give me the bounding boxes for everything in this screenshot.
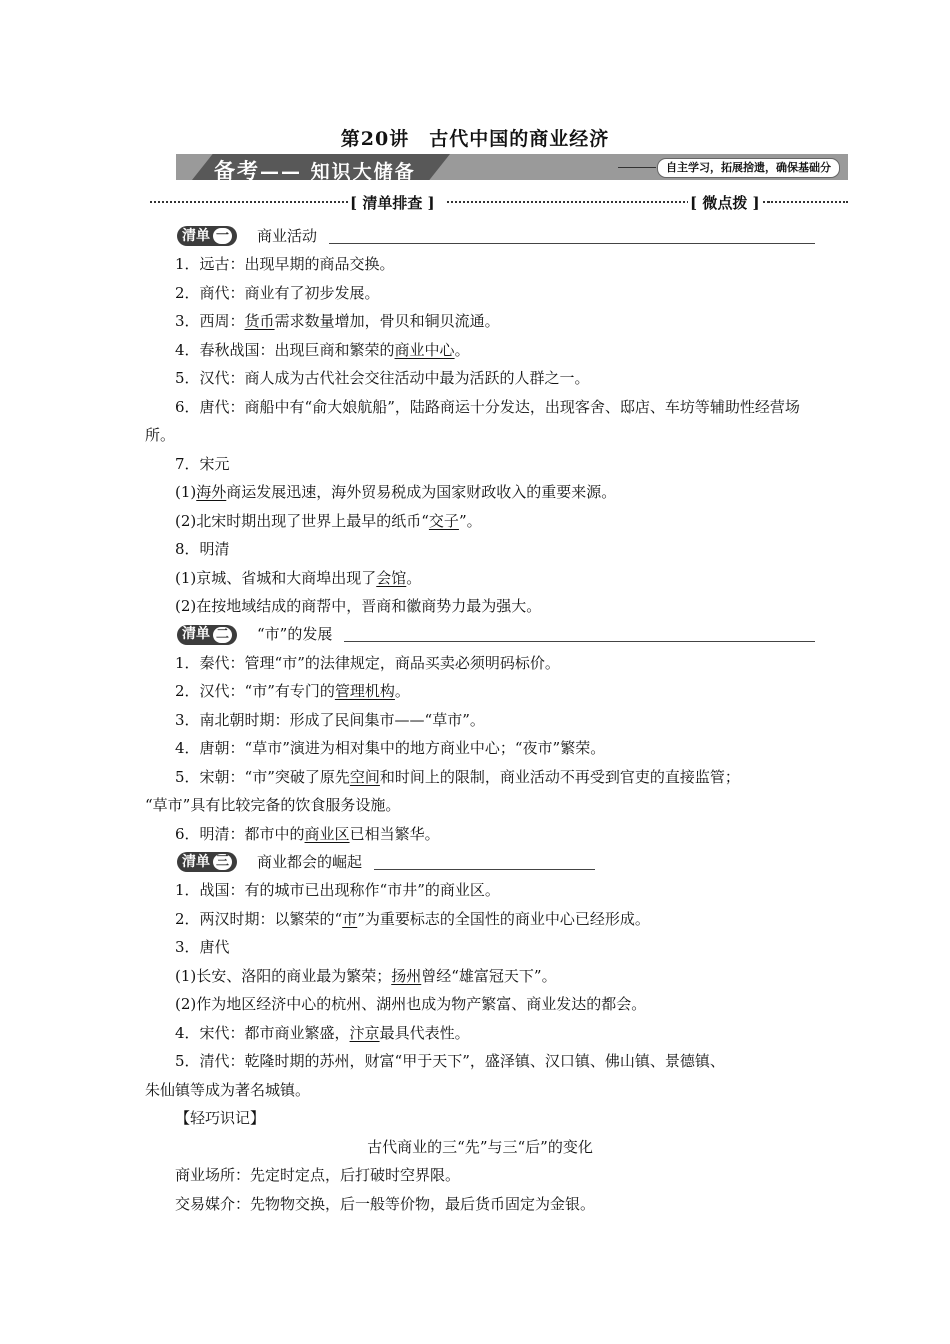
section-badge: 清单 一 [177,226,237,246]
section-heading [145,621,815,649]
blank-answer: 货币 [244,312,275,330]
main-content [145,222,815,1218]
list-item: “草市”具有比较完备的饮食服务设施。 [145,796,401,814]
blank-answer: 管理机构 [334,682,395,700]
list-item: (2)作为地区经济中心的杭州、湖州也成为物产繁富、商业发达的都会。 [175,995,647,1013]
blank-answer: 汴京 [349,1023,380,1042]
list-item: (1)长安、洛阳的商业最为繁荣；扬州曾经“雄富冠天下”。 [175,966,557,985]
list-item: 6．唐代：商船中有“俞大娘航船”，陆路商运十分发达，出现客舍、邸店、车坊等辅助性经营场所。 [145,397,800,444]
list-item: 1．远古：出现早期的商品交换。 [175,255,395,273]
list-item: 6．明清：都市中的商业区已相当繁华。 [175,824,440,843]
page-title [0,124,950,151]
section-title: 商业活动 [257,226,318,245]
heading-rule [374,855,594,870]
list-item: 2．两汉时期：以繁荣的“市”为重要标志的全国性的商业中心已经形成。 [175,909,650,928]
list-item: 3．南北朝时期：形成了民间集市——“草市”。 [175,710,485,729]
section-banner [176,154,848,183]
blank-answer: 空间 [349,767,380,786]
list-item: 4．春秋战国：出现巨商和繁荣的商业中心。 [175,340,470,359]
memo-subtitle: 古代商业的三“先”与三“后”的变化 [367,1137,593,1156]
list-item: 4．唐朝：“草市”演进为相对集中的地方商业中心；“夜市”繁荣。 [175,739,606,757]
list-item: 8．明清 [175,540,230,558]
list-item: 3．西周：货币需求数量增加，骨贝和铜贝流通。 [175,312,500,330]
banner-tag: 自主学习，拓展捨遗，确保基础分 [657,158,840,178]
checklist-label: [ 清单排查 ] [350,194,435,212]
list-item: 朱仙镇等成为著名城镇。 [145,1080,311,1099]
list-item: 5．汉代：商人成为古代社会交往活动中最为活跃的人群之一。 [175,369,590,387]
blank-answer: 市 [342,909,358,928]
list-item: 5．清代：乾隆时期的苏州，财富“甲于天下”，盛泽镇、汉口镇、佛山镇、景德镇、 [175,1052,725,1070]
list-item: 7．宋元 [175,454,230,473]
section-badge: 清单 二 [177,625,237,645]
blank-answer: 海外 [196,483,227,501]
memo-item: 商业场所：先定时定点，后打破时空界限。 [175,1166,461,1184]
blank-answer: 商业中心 [394,340,455,359]
list-item: 3．唐代 [175,938,230,956]
memo-heading: 【轻巧识记】 [175,1109,266,1127]
list-item: 5．宋朝：“市”突破了原先空间和时间上的限制，商业活动不再受到官吏的直接监管； [175,767,740,786]
list-item: 2．汉代：“市”有专门的管理机构。 [175,682,410,700]
blank-answer: 交子 [428,511,459,530]
heading-rule [344,627,815,642]
section-heading [145,848,815,876]
section-badge: 清单 三 [177,852,237,872]
heading-rule [329,229,815,244]
column-divider [150,192,848,212]
lecture-topic: 古代中国的商业经济 [429,128,610,150]
list-item: 1．秦代：管理“市”的法律规定，商品买卖必须明码标价。 [175,653,560,672]
list-item: (1)海外商运发展迅速，海外贸易税成为国家财政收入的重要来源。 [175,483,617,501]
blank-answer: 商业区 [304,824,350,843]
tips-label: [ 微点拨 ] [690,194,760,212]
list-item: (1)京城、省城和大商埠出现了会馆。 [175,568,422,587]
list-item: 2．商代：商业有了初步发展。 [175,283,380,302]
section-heading [145,222,815,250]
section-title: “市”的发展 [257,625,333,644]
banner-label: 备考—— 知识大储备 [214,159,416,183]
list-item: 4．宋代：都市商业繁盛，汴京最具代表性。 [175,1023,470,1042]
list-item: 1．战国：有的城市已出现称作“市井”的商业区。 [175,881,500,899]
list-item: (2)在按地域结成的商帮中，晋商和徽商势力最为强大。 [175,597,542,615]
memo-item: 交易媒介：先物物交换，后一般等价物，最后货币固定为金银。 [175,1194,596,1213]
blank-answer: 扬州 [391,966,422,985]
list-item: (2)北宋时期出现了世界上最早的纸币“交子”。 [175,511,482,530]
lecture-number: 第20讲 [340,128,410,150]
section-title: 商业都会的崛起 [257,852,363,871]
blank-answer: 会馆 [376,568,407,587]
